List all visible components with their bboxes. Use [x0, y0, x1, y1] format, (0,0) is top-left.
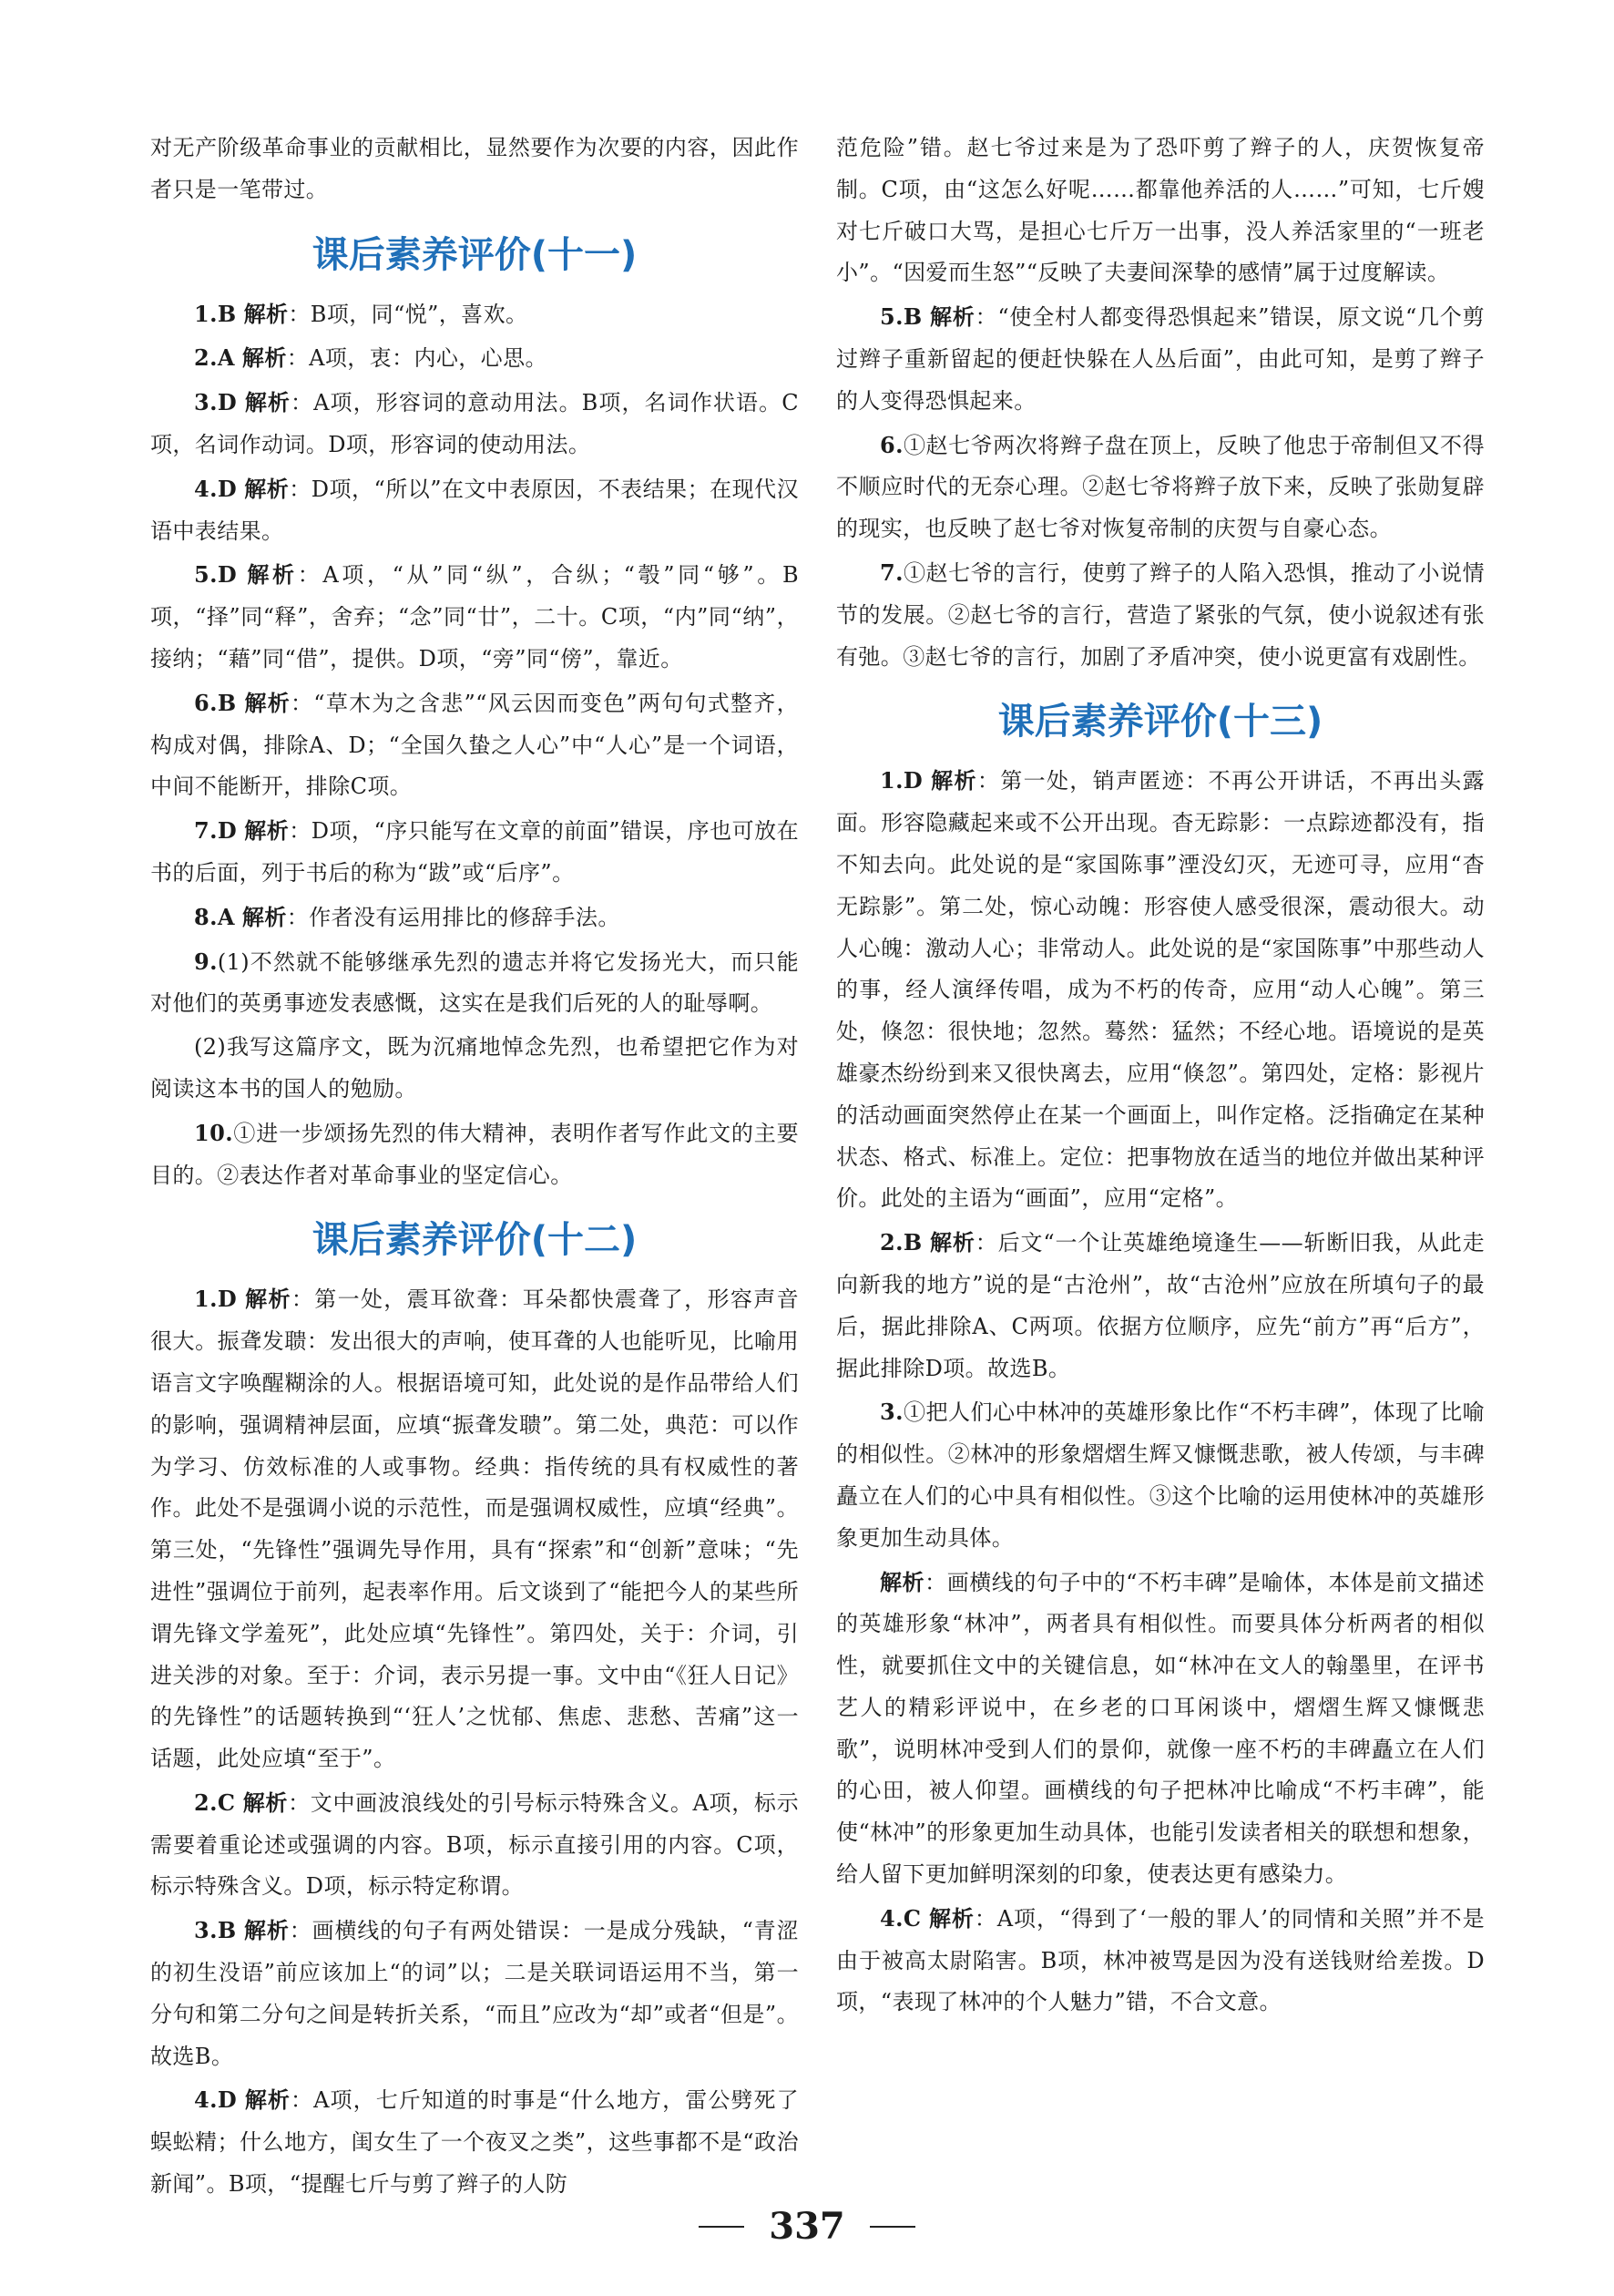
answer-text: (1)不然就不能够继承先烈的遗志并将它发扬光大，而只能对他们的英勇事迹发表感慨，这实在是我们后死的人的耻辱啊。	[150, 948, 799, 1017]
analysis-label: 解析	[880, 1568, 925, 1595]
answer-item: 2.C 解析：文中画波浪线处的引号标示特殊含义。A项，标示需要着重论述或强调的内容。B项，标示直接引用的内容。C项，标示特殊含义。D项，标示特定称谓。	[150, 1789, 800, 1900]
answer-item: 4.D 解析：A项，七斤知道的时事是“什么地方，雷公劈死了蜈蚣精；什么地方，闺女生了一个夜叉之类”，这些事都不是“政治新闻”。B项，“提醒七斤与剪了辫子的人防	[150, 2086, 799, 2198]
analysis-label: 解析	[929, 303, 976, 331]
answer-item: 4.D 解析：D项，“所以”在文中表原因，不表结果；在现代汉语中表结果。	[150, 475, 800, 544]
answer-text: 作者没有运用排比的修辞手法。	[309, 904, 620, 930]
answer-text: 文中画波浪线处的引号标示特殊含义。A项，标示需要着重论述或强调的内容。B项，标示直接引用的内容。C项，标示特殊含义。D项，标示特定称谓。	[150, 1789, 800, 1900]
analysis-label: 解析	[241, 344, 287, 372]
answer-number: 9.	[194, 948, 218, 975]
page-number: 337	[769, 2205, 845, 2248]
answer-number: 3.D	[194, 389, 238, 416]
analysis-label: 解析	[244, 389, 291, 416]
section-heading-13: 课后素养评价(十三)	[997, 701, 1323, 743]
answer-item: 3.B 解析：画横线的句子有两处错误：一是成分残缺，“青涩的初生没语”前应该加上“的词”以；二是关联词语运用不当，第一分句和第二分句之间是转折关系，“而且”应改为“却”或者“但是”。故选B。	[150, 1917, 800, 2069]
left-column	[150, 128, 799, 2208]
analysis-label: 解析	[244, 689, 291, 716]
answer-number: 4.C	[880, 1904, 922, 1932]
answer-number: 1.D	[194, 1286, 238, 1313]
answer-item: 1.B 解析：B项，同“悦”，喜欢。	[194, 300, 528, 327]
page-footer	[0, 2205, 1614, 2248]
answer-number: 1.D	[880, 767, 924, 794]
answer-text: A项，七斤知道的时事是“什么地方，雷公劈死了蜈蚣精；什么地方，闺女生了一个夜叉之类”，这些事都不是“政治新闻”。B项，“提醒七斤与剪了辫子的人防	[150, 2087, 799, 2198]
answer-text: B项，同“悦”，喜欢。	[310, 301, 528, 327]
answer-text: ①把人们心中林冲的英雄形象比作“不朽丰碑”，体现了比喻的相似性。②林冲的形象熠熠生辉又慷慨悲歌，被人传颂，与丰碑矗立在人们的心中具有相似性。③这个比喻的运用使林冲的英雄形象更加生动具体。	[836, 1399, 1485, 1551]
answer-number: 10.	[194, 1119, 233, 1146]
answer-number: 1.B	[194, 300, 237, 327]
answer-item: 2.A 解析：A项，衷：内心，心思。	[194, 344, 547, 372]
answer-number: 2.A	[194, 344, 235, 372]
answer-item: 3.D 解析：A项，形容词的意动用法。B项，名词作状语。C项，名词作动词。D项，形容词的使动用法。	[150, 389, 799, 457]
answer-text: A项，“得到了‘一般的罪人’的同情和关照”并不是由于被高太尉陷害。B项，林冲被骂是因为没有送钱财给差拨。D项，“表现了林冲的个人魅力”错，不合文意。	[836, 1905, 1485, 2015]
section-heading-11: 课后素养评价(十一)	[312, 233, 638, 276]
answer-text: ①赵七爷的言行，使剪了辫子的人陷入恐惧，推动了小说情节的发展。②赵七爷的言行，营造了紧张的气氛，使小说叙述有张有弛。③赵七爷的言行，加剧了矛盾冲突，使小说更富有戏剧性。	[836, 559, 1485, 670]
answer-text: 第一处，销声匿迹：不再公开讲话，不再出头露面。形容隐藏起来或不公开出现。杳无踪影：一点踪迹都没有，指不知去向。此处说的是“家国陈事”湮没幻灭，无迹可寻，应用“杳无踪影”。第二处，惊心动魄：形容使人感受很深，震动很大。动人心魄：激动人心；非常动人。此处说的是“家国陈事”中那些动人的事，经人演绎传唱，成为不朽的传奇，应用“动人心魄”。第三处，倏忽：很快地；忽然。蓦然：猛然；不经心地。语境说的是英雄豪杰纷纷到来又很快离去，应用“倏忽”。第四处，定格：影视片的活动画面突然停止在某一个画面上，叫作定格。泛指确定在某种状态、格式、标准上。定位：把事物放在适当的地位并做出某种评价。此处的主语为“画面”，应用“定格”。	[836, 768, 1485, 1212]
answer-number: 4.D	[194, 475, 238, 502]
analysis-label: 解析	[244, 475, 290, 502]
answer-item	[836, 1391, 1485, 1559]
footer-dash-right	[870, 2226, 915, 2228]
answer-item	[150, 941, 799, 1026]
answer-number: 5.D	[194, 561, 238, 589]
continuation-paragraph: 范危险”错。赵七爷过来是为了恐吓剪了辫子的人，庆贺恢复帝制。C项，由“这怎么好呢……都靠他养活的人……”可知，七斤嫂对七斤破口大骂，是担心七斤万一出事，没人养活家里的“一班老小”。“因爱而生怒”“反映了夫妻间深挚的感情”属于过度解读。	[836, 135, 1485, 286]
answer-item: 解析：画横线的句子中的“不朽丰碑”是喻体，本体是前文描述的英雄形象“林冲”，两者具有相似性。而要具体分析两者的相似性，就要抓住文中的关键信息，如“林冲在文人的翰墨里，在评书艺人的精彩评说中，在乡老的口耳闲谈中，熠熠生辉又慷慨悲歌”，说明林冲受到人们的景仰，就像一座不朽的丰碑矗立在人们的心田，被人仰望。画横线的句子把林冲比喻成“不朽丰碑”，能使“林冲”的形象更加生动具体，也能引发读者相关的联想和想象，给人留下更加鲜明深刻的印象，使表达更有感染力。	[836, 1568, 1485, 1888]
answer-text: A项，“从”同“纵”，合纵；“彀”同“够”。B项，“择”同“释”，舍弃；“念”同“廿”，二十。C项，“内”同“纳”，接纳；“藉”同“借”，提供。D项，“旁”同“傍”，靠近。	[150, 562, 799, 671]
answer-number: 3.	[880, 1399, 904, 1426]
right-column	[836, 128, 1485, 2025]
answer-number: 2.B	[880, 1229, 923, 1256]
answer-text: 后文“一个让英雄绝境逢生——斩断旧我，从此走向新我的地方”说的是“古沧州”，故“古沧州”应放在所填句子的最后，据此排除A、C两项。依据方位顺序，应先“前方”再“后方”，据此排除D项。故选B。	[836, 1230, 1485, 1381]
answer-text: 画横线的句子中的“不朽丰碑”是喻体，本体是前文描述的英雄形象“林冲”，两者具有相似性。而要具体分析两者的相似性，就要抓住文中的关键信息，如“林冲在文人的翰墨里，在评书艺人的精彩评说中，在乡老的口耳闲谈中，熠熠生辉又慷慨悲歌”，说明林冲受到人们的景仰，就像一座不朽的丰碑矗立在人们的心田，被人仰望。画横线的句子把林冲比喻成“不朽丰碑”，能使“林冲”的形象更加生动具体，也能引发读者相关的联想和想象，给人留下更加鲜明深刻的印象，使表达更有感染力。	[836, 1569, 1485, 1888]
answer-number: 3.B	[194, 1917, 237, 1944]
answer-item: 5.B 解析：“使全村人都变得恐惧起来”错误，原文说“几个剪过辫子重新留起的便赶快躲在人丛后面”，由此可知，是剪了辫子的人变得恐惧起来。	[836, 303, 1485, 414]
analysis-label: 解析	[928, 1904, 975, 1932]
analysis-label: 解析	[244, 1917, 290, 1944]
answer-text: D项，“序只能写在文章的前面”错误，序也可放在书的后面，列于书后的称为“跋”或“后序”。	[150, 818, 800, 886]
answer-item: 8.A 解析：作者没有运用排比的修辞手法。	[194, 903, 620, 930]
answer-number: 4.D	[194, 2086, 238, 2114]
analysis-label: 解析	[241, 903, 287, 930]
answer-item	[150, 1027, 799, 1111]
answer-text: 第一处，震耳欲聋：耳朵都快震聋了，形容声音很大。振聋发聩：发出很大的声响，使耳聋的人也能听见，比喻用语言文字唤醒糊涂的人。根据语境可知，此处说的是作品带给人们的影响，强调精神层面，应填“振聋发聩”。第二处，典范：可以作为学习、仿效标准的人或事物。经典：指传统的具有权威性的著作。此处不是强调小说的示范性，而是强调权威性，应填“经典”。第三处，“先锋性”强调先导作用，具有“探索”和“创新”意味；“先进性”强调位于前列，起表率作用。后文谈到了“能把今人的某些所谓先锋文学羞死”，此处应填“先锋性”。第四处，关于：介词，引进关涉的对象。至于：介词，表示另提一事。文中由“《狂人日记》的先锋性”的话题转换到“‘狂人’之忧郁、焦虑、悲愁、苦痛”这一话题，此处应填“至于”。	[150, 1286, 799, 1772]
answer-item: 1.D 解析：第一处，震耳欲聋：耳朵都快震聋了，形容声音很大。振聋发聩：发出很大的声响，使耳聋的人也能听见，比喻用语言文字唤醒糊涂的人。根据语境可知，此处说的是作品带给人们的影响，强调精神层面，应填“振聋发聩”。第二处，典范：可以作为学习、仿效标准的人或事物。经典：指传统的具有权威性的著作。此处不是强调小说的示范性，而是强调权威性，应填“经典”。第三处，“先锋性”强调先导作用，具有“探索”和“创新”意味；“先进性”强调位于前列，起表率作用。后文谈到了“能把今人的某些所谓先锋文学羞死”，此处应填“先锋性”。第四处，关于：介词，引进关涉的对象。至于：介词，表示另提一事。文中由“《狂人日记》的先锋性”的话题转换到“‘狂人’之忧郁、焦虑、悲愁、苦痛”这一话题，此处应填“至于”。	[150, 1286, 799, 1772]
analysis-label: 解析	[242, 1789, 289, 1816]
footer-dash-left	[699, 2226, 744, 2228]
answer-item: 2.B 解析：后文“一个让英雄绝境逢生——斩断旧我，从此走向新我的地方”说的是“古沧州”，故“古沧州”应放在所填句子的最后，据此排除A、C两项。依据方位顺序，应先“前方”再“后方”，据此排除D项。故选B。	[836, 1229, 1485, 1381]
answer-text: A项，衷：内心，心思。	[309, 345, 547, 372]
analysis-label: 解析	[930, 1229, 976, 1256]
analysis-label: 解析	[244, 2086, 291, 2114]
answer-text: (2)我写这篇序文，既为沉痛地悼念先烈，也希望把它作为对阅读这本书的国人的勉励。	[150, 1034, 799, 1102]
answer-item: 1.D 解析：第一处，销声匿迹：不再公开讲话，不再出头露面。形容隐藏起来或不公开出现。杳无踪影：一点踪迹都没有，指不知去向。此处说的是“家国陈事”湮没幻灭，无迹可寻，应用“杳无踪影”。第二处，惊心动魄：形容使人感受很深，震动很大。动人心魄：激动人心；非常动人。此处说的是“家国陈事”中那些动人的事，经人演绎传唱，成为不朽的传奇，应用“动人心魄”。第三处，倏忽：很快地；忽然。蓦然：猛然；不经心地。语境说的是英雄豪杰纷纷到来又很快离去，应用“倏忽”。第四处，定格：影视片的活动画面突然停止在某一个画面上，叫作定格。泛指确定在某种状态、格式、标准上。定位：把事物放在适当的地位并做出某种评价。此处的主语为“画面”，应用“定格”。	[836, 767, 1485, 1212]
answer-item: 5.D 解析：A项，“从”同“纵”，合纵；“彀”同“够”。B项，“择”同“释”，舍弃；“念”同“廿”，二十。C项，“内”同“纳”，接纳；“藉”同“借”，提供。D项，“旁”同“傍”，靠近。	[150, 561, 799, 671]
answer-item	[836, 552, 1485, 678]
answer-item	[150, 1112, 799, 1197]
answer-text: A项，形容词的意动用法。B项，名词作状语。C项，名词作动词。D项，形容词的使动用法。	[150, 390, 799, 457]
answer-text: ①赵七爷两次将辫子盘在顶上，反映了他忠于帝制但又不得不顺应时代的无奈心理。②赵七爷将辫子放下来，反映了张勋复辟的现实，也反映了赵七爷对恢复帝制的庆贺与自豪心态。	[836, 432, 1485, 542]
answer-text: “使全村人都变得恐惧起来”错误，原文说“几个剪过辫子重新留起的便赶快躲在人丛后面”，由此可知，是剪了辫子的人变得恐惧起来。	[836, 304, 1485, 414]
analysis-label: 解析	[931, 767, 977, 794]
analysis-label: 解析	[247, 561, 298, 589]
answer-number: 2.C	[194, 1789, 236, 1816]
answer-number: 7.	[880, 559, 904, 586]
answer-text: “草木为之含悲”“风云因而变色”两句句式整齐，构成对偶，排除A、D；“全国久蛰之人心”中“人心”是一个词语，中间不能断开，排除C项。	[150, 690, 799, 800]
answer-text: D项，“所以”在文中表原因，不表结果；在现代汉语中表结果。	[150, 476, 800, 544]
answer-number: 6.	[880, 431, 904, 458]
analysis-label: 解析	[245, 1286, 291, 1313]
answer-number: 5.B	[880, 303, 923, 331]
answer-item	[836, 425, 1485, 550]
answer-text: 画横线的句子有两处错误：一是成分残缺，“青涩的初生没语”前应该加上“的词”以；二是关联词语运用不当，第一分句和第二分句之间是转折关系，“而且”应改为“却”或者“但是”。故选B。	[150, 1918, 800, 2069]
answer-item: 6.B 解析：“草木为之含悲”“风云因而变色”两句句式整齐，构成对偶，排除A、D；“全国久蛰之人心”中“人心”是一个词语，中间不能断开，排除C项。	[150, 689, 799, 800]
answer-item: 7.D 解析：D项，“序只能写在文章的前面”错误，序也可放在书的后面，列于书后的称为“跋”或“后序”。	[150, 817, 800, 886]
answer-number: 6.B	[194, 689, 237, 716]
intro-paragraph: 对无产阶级革命事业的贡献相比，显然要作为次要的内容，因此作者只是一笔带过。	[150, 135, 799, 202]
answer-text: ①进一步颂扬先烈的伟大精神，表明作者写作此文的主要目的。②表达作者对革命事业的坚定信心。	[150, 1120, 799, 1188]
answer-number: 7.D	[194, 817, 238, 845]
section-heading-12: 课后素养评价(十二)	[312, 1219, 638, 1262]
analysis-label: 解析	[244, 817, 290, 845]
answer-number: 8.A	[194, 903, 235, 930]
answer-item: 4.C 解析：A项，“得到了‘一般的罪人’的同情和关照”并不是由于被高太尉陷害。B项，林冲被骂是因为没有送钱财给差拨。D项，“表现了林冲的个人魅力”错，不合文意。	[836, 1904, 1485, 2015]
analysis-label: 解析	[243, 300, 289, 327]
